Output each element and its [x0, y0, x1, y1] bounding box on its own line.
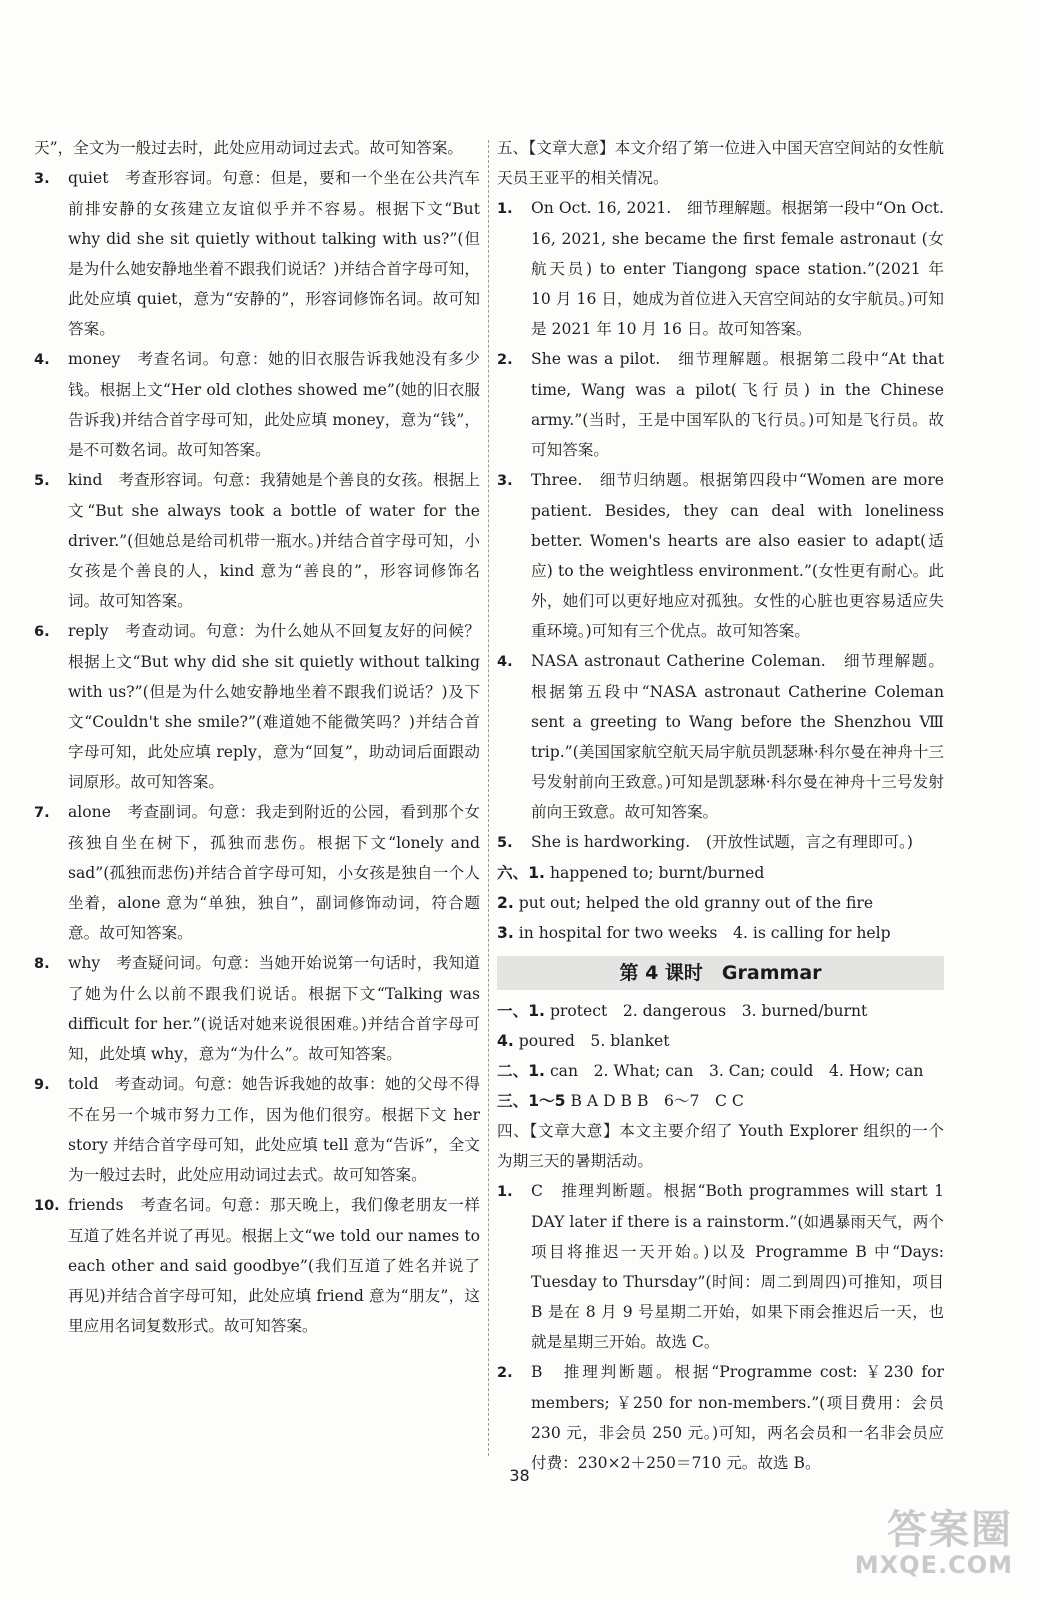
left-column [34, 133, 480, 1341]
item-number: 8. [34, 956, 50, 972]
reading-item-1 [497, 193, 944, 344]
item-number: 3. [497, 473, 513, 489]
item-number: 7. [34, 805, 50, 821]
answer-item-6 [34, 616, 480, 797]
item-text: She was a pilot. 细节理解题。根据第二段中“At that time, Wang was a pilot(飞行员) in the Chinese army.”(当时，王是中国军队的飞行员。)可知是飞行员。故可知答案。 [531, 350, 944, 459]
item-number: 六、1. [497, 864, 545, 882]
answer-item-8 [34, 948, 480, 1069]
item-number: 1. [497, 1184, 513, 1200]
grammar-reading-item-1 [497, 1176, 944, 1357]
item-text: kind 考查形容词。句意：我猜她是个善良的女孩。根据上文“But she always took a bottle of water for the driver.”(但她总是给司机带一瓶水。)并结合首字母可知，小女孩是个善良的人，kind 意为“善良的”，形容词修饰名词。故可知答案。 [68, 471, 480, 610]
watermark-url: MXQE.COM [854, 1551, 1013, 1579]
reading-item-3 [497, 465, 944, 646]
reading-item-2 [497, 344, 944, 465]
item-number: 4. [497, 1032, 514, 1050]
item-number: 2. [497, 1365, 513, 1381]
section-intro-text: 四、【文章大意】本文主要介绍了 Youth Explorer 组织的一个为期三天的暑期活动。 [497, 1122, 944, 1170]
item-number: 1. [497, 201, 513, 217]
item-text: Three. 细节归纳题。根据第四段中“Women are more patient. Besides, they can deal with loneliness better. Women's hearts are also easier to adapt(适应) to the weightless environment.”(女性更有耐心。此外，她们可以更好地应对孤独。女性的心脏也更容易适应失重环境。)可知有三个优点。故可知答案。 [531, 471, 944, 640]
answer-item-7 [34, 797, 480, 948]
page-number: 38 [509, 1466, 530, 1485]
grammar-line-2 [497, 1026, 944, 1056]
answer-item-3 [34, 163, 480, 344]
answer-item-9 [34, 1069, 480, 1190]
item-text: told 考查动词。句意：她告诉我她的故事：她的父母不得不在另一个城市努力工作，因为他们很穷。根据下文 her story 并结合首字母可知，此处应填 tell 意为“告诉”，全文为一般过去时，此处应用动词过去式。故可知答案。 [68, 1075, 480, 1184]
item-number: 三、1～5 [497, 1092, 566, 1110]
item-text: C 推理判断题。根据“Both programmes will start 1 DAY later if there is a rainstorm.”(如遇暴雨天气，两个项目将推迟一天开始。)以及 Programme B 中“Days: Tuesday to Thursday”(时间：周二到周四)可推知，项目 B 是在 8 月 9 号星期二开始，如果下雨会推迟后一天，也就是星期三开始。故选 C。 [531, 1182, 944, 1351]
left-continuation [34, 133, 480, 163]
reading-item-4 [497, 646, 944, 827]
item-text: why 考查疑问词。句意：当她开始说第一句话时，我知道了她为什么以前不跟我们说话。根据下文“Talking was difficult for her.”(说话对她来说很困难。)并结合首字母可知，此处填 why，意为“为什么”。故可知答案。 [68, 954, 480, 1063]
item-number: 9. [34, 1077, 50, 1093]
grammar-reading-item-2 [497, 1357, 944, 1478]
answer-item-4 [34, 344, 480, 465]
section-six-line-2 [497, 888, 944, 918]
item-text: in hospital for two weeks 4. is calling for help [518, 924, 891, 942]
item-number: 2. [497, 894, 514, 912]
section-six-line-1 [497, 858, 944, 888]
item-text: money 考查名词。句意：她的旧衣服告诉我她没有多少钱。根据上文“Her old clothes showed me”(她的旧衣服告诉我)并结合首字母可知，此处应填 money，意为“钱”，是不可数名词。故可知答案。 [68, 350, 480, 459]
item-number: 4. [34, 352, 50, 368]
right-column [497, 133, 944, 1478]
item-number: 3. [497, 924, 514, 942]
item-text: B A D B B 6～7 C C [570, 1092, 744, 1110]
item-text: B 推理判断题。根据“Programme cost: ￥230 for members; ￥250 for non-members.”(项目费用：会员 230 元，非会员 250 元。)可知，两名会员和一名非会员应付费：230×2＋250＝710 元。故选 B。 [531, 1363, 944, 1472]
item-number: 二、1. [497, 1062, 545, 1080]
watermark-text: 答案圈 [887, 1507, 1013, 1553]
item-text: NASA astronaut Catherine Coleman. 细节理解题。根据第五段中“NASA astronaut Catherine Coleman sent a greeting to Wang before the Shenzhou Ⅷ trip.”(美国国家航空航天局宇航员凯瑟琳·科尔曼在神舟十三号发射前向王致意。)可知是凯瑟琳·科尔曼在神舟十三号发射前向王致意。故可知答案。 [531, 652, 944, 821]
item-number: 4. [497, 654, 513, 670]
item-text: put out; helped the old granny out of the fire [518, 894, 874, 912]
watermark-logo [855, 1508, 1013, 1578]
item-text: reply 考查动词。句意：为什么她从不回复友好的问候？根据上文“But why did she sit quietly without talking with us?”(但是为什么她安静地坐着不跟我们说话？)及下文“Couldn't she smile?”(难道她不能微笑吗？)并结合首字母可知，此处应填 reply，意为“回复”，助动词后面跟动词原形。故可知答案。 [68, 622, 480, 791]
item-text: protect 2. dangerous 3. burned/burnt [549, 1002, 868, 1020]
item-number: 2. [497, 352, 513, 368]
item-text: alone 考查副词。句意：我走到附近的公园，看到那个女孩独自坐在树下，孤独而悲伤。根据下文“lonely and sad”(孤独而悲伤)并结合首字母可知，小女孩是独自一个人坐着，alone 意为“单独，独自”，副词修饰动词，符合题意。故可知答案。 [68, 803, 480, 942]
item-text: quiet 考查形容词。句意：但是，要和一个坐在公共汽车前排安静的女孩建立友谊似乎并不容易。根据下文“But why did she sit quietly without talking with us?”(但是为什么她安静地坐着不跟我们说话？)并结合首字母可知，此处应填 quiet，意为“安静的”，形容词修饰名词。故可知答案。 [68, 169, 480, 338]
lesson-banner: 第 4 课时 Grammar [497, 956, 944, 990]
item-text: poured 5. blanket [518, 1032, 670, 1050]
item-number: 5. [34, 473, 50, 489]
section-four-intro [497, 1116, 944, 1176]
column-divider [488, 140, 489, 1456]
item-number: 5. [497, 835, 513, 851]
grammar-line-4 [497, 1086, 944, 1116]
item-text: 天”，全文为一般过去时，此处应用动词过去式。故可知答案。 [34, 139, 464, 157]
answer-item-5 [34, 465, 480, 616]
section-six-line-3 [497, 918, 944, 948]
answer-item-10 [34, 1190, 480, 1341]
item-number: 一、1. [497, 1002, 545, 1020]
item-text: friends 考查名词。句意：那天晚上，我们像老朋友一样互道了姓名并说了再见。根据上文“we told our names to each other and said goodbye”(我们互道了姓名并说了再见)并结合首字母可知，此处应填 friend 意为“朋友”，这里应用名词复数形式。故可知答案。 [68, 1196, 480, 1335]
item-number: 10. [34, 1198, 60, 1214]
item-text: happened to; burnt/burned [549, 864, 765, 882]
grammar-line-1 [497, 996, 944, 1026]
item-text: can 2. What; can 3. Can; could 4. How; can [549, 1062, 924, 1080]
section-five-intro [497, 133, 944, 193]
grammar-line-3 [497, 1056, 944, 1086]
item-text: She is hardworking. (开放性试题，言之有理即可。) [531, 833, 913, 851]
section-intro-text: 五、【文章大意】本文介绍了第一位进入中国天宫空间站的女性航天员王亚平的相关情况。 [497, 139, 944, 187]
reading-item-5 [497, 827, 944, 858]
item-number: 6. [34, 624, 50, 640]
item-text: On Oct. 16, 2021. 细节理解题。根据第一段中“On Oct. 16, 2021, she became the first female astronaut (女航天员) to enter Tiangong space station.”(2021 年 10 月 16 日，她成为首位进入天宫空间站的女宇航员。)可知是 2021 年 10 月 16 日。故可知答案。 [531, 199, 944, 338]
item-number: 3. [34, 171, 50, 187]
